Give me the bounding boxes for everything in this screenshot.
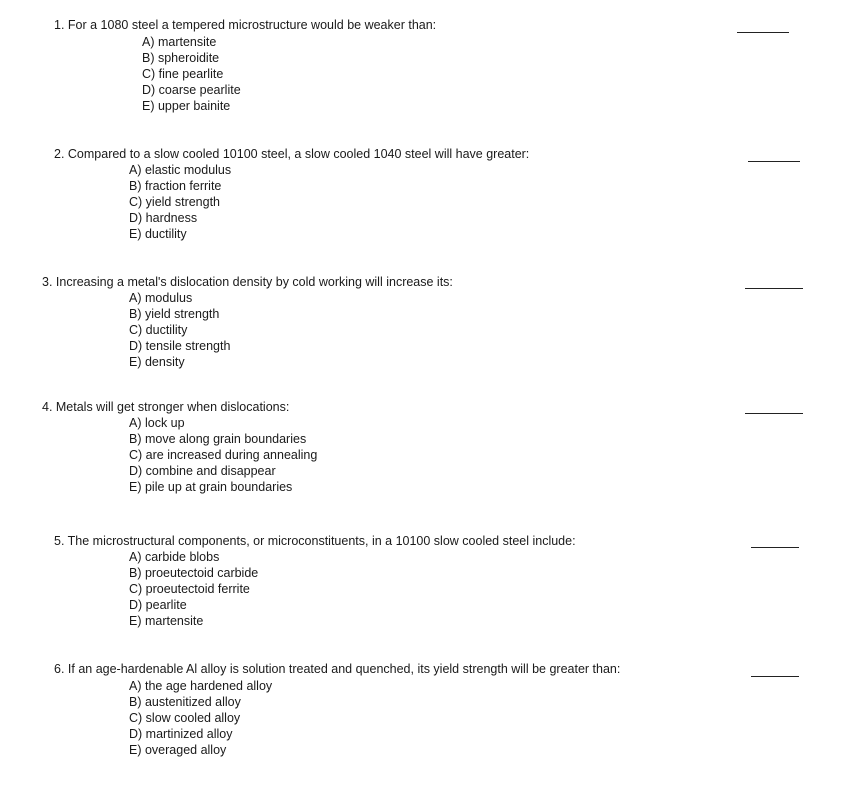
question-1-prompt: 1. For a 1080 steel a tempered microstructure would be weaker than: <box>54 18 437 32</box>
question-3-option-c: C) ductility <box>129 323 188 337</box>
question-6-option-a: A) the age hardened alloy <box>129 679 273 693</box>
question-1-option-c: C) fine pearlite <box>142 67 224 81</box>
question-5-prompt: 5. The microstructural components, or microconstituents, in a 10100 slow cooled steel include: <box>54 534 576 548</box>
question-6-option-e: E) overaged alloy <box>129 743 227 757</box>
question-4-option-e: E) pile up at grain boundaries <box>129 480 293 494</box>
question-5-option-b: B) proeutectoid carbide <box>129 566 259 580</box>
answer-blank-1[interactable] <box>737 32 789 33</box>
question-3-option-a: A) modulus <box>129 291 193 305</box>
question-2-option-d: D) hardness <box>129 211 198 225</box>
question-3-option-e: E) density <box>129 355 185 369</box>
question-3-option-b: B) yield strength <box>129 307 220 321</box>
question-2-option-e: E) ductility <box>129 227 187 241</box>
answer-blank-6[interactable] <box>751 676 799 677</box>
question-5-option-e: E) martensite <box>129 614 204 628</box>
question-5-option-a: A) carbide blobs <box>129 550 220 564</box>
answer-blank-4[interactable] <box>745 413 803 414</box>
question-4-option-b: B) move along grain boundaries <box>129 432 307 446</box>
question-1-option-d: D) coarse pearlite <box>142 83 241 97</box>
question-4-prompt: 4. Metals will get stronger when dislocations: <box>42 400 290 414</box>
question-4-option-c: C) are increased during annealing <box>129 448 318 462</box>
answer-blank-3[interactable] <box>745 288 803 289</box>
question-5-option-c: C) proeutectoid ferrite <box>129 582 250 596</box>
question-6-prompt: 6. If an age-hardenable Al alloy is solution treated and quenched, its yield strength will be greater than: <box>54 662 621 676</box>
question-4-option-a: A) lock up <box>129 416 185 430</box>
question-1-option-a: A) martensite <box>142 35 217 49</box>
question-6-option-d: D) martinized alloy <box>129 727 233 741</box>
question-2-option-a: A) elastic modulus <box>129 163 232 177</box>
answer-blank-2[interactable] <box>748 161 800 162</box>
answer-blank-5[interactable] <box>751 547 799 548</box>
question-2-option-b: B) fraction ferrite <box>129 179 222 193</box>
question-1-option-b: B) spheroidite <box>142 51 220 65</box>
question-6-option-c: C) slow cooled alloy <box>129 711 241 725</box>
question-6-option-b: B) austenitized alloy <box>129 695 241 709</box>
question-4-option-d: D) combine and disappear <box>129 464 276 478</box>
question-3-option-d: D) tensile strength <box>129 339 231 353</box>
question-2-option-c: C) yield strength <box>129 195 221 209</box>
question-5-option-d: D) pearlite <box>129 598 187 612</box>
question-2-prompt: 2. Compared to a slow cooled 10100 steel, a slow cooled 1040 steel will have greater: <box>54 147 530 161</box>
question-3-prompt: 3. Increasing a metal's dislocation density by cold working will increase its: <box>42 275 453 289</box>
question-1-option-e: E) upper bainite <box>142 99 231 113</box>
